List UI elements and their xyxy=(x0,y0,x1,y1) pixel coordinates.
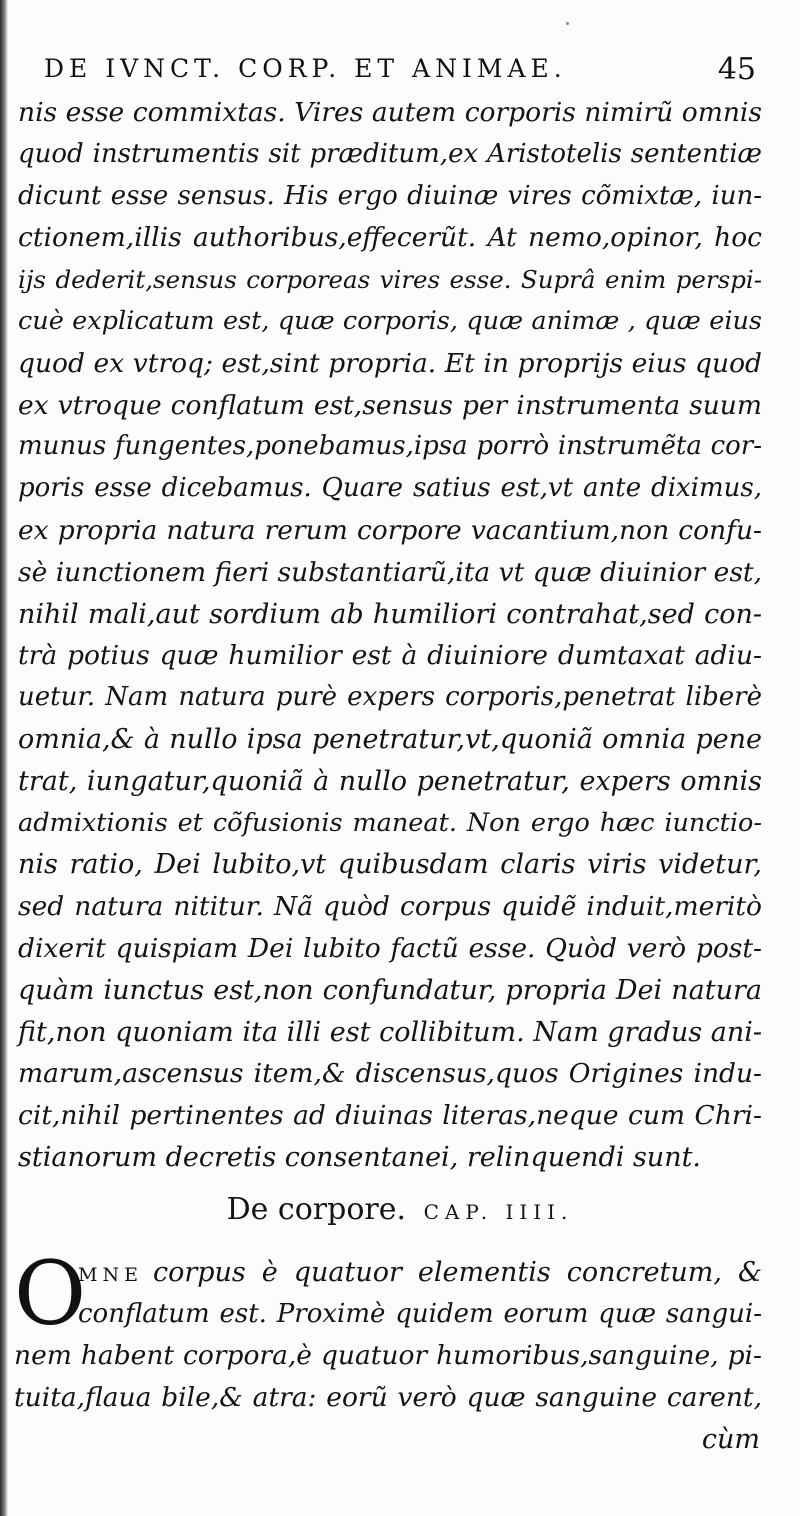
text-line: omnia,& à nullo ipsa penetratur,vt,quoniã omnia pene xyxy=(18,723,762,755)
text-line: ctionem,illis authoribus,effecerũt. At nemo,opinor, hoc xyxy=(18,222,762,254)
chapter-line: conflatum est. Proximè quidem eorum quæ sangui- xyxy=(78,1298,762,1329)
text-line: cit,nihil pertinentes ad diuinas literas,neque cum Chri- xyxy=(18,1100,762,1132)
body-text xyxy=(18,92,762,1179)
page-number: 45 xyxy=(717,52,756,87)
text-line: nis esse commixtas. Vires autem corporis nimirũ omnis xyxy=(18,97,762,128)
text-line: quàm iunctus est,non confundatur, propria Dei natura xyxy=(18,974,762,1006)
text-line: uetur. Nam natura purè expers corporis,penetrat liberè xyxy=(18,682,762,713)
ink-speck xyxy=(566,22,569,25)
chapter-text xyxy=(14,1242,762,1418)
text-line: ex propria natura rerum corpore vacantium,non confu- xyxy=(18,514,762,546)
chapter-line-text: corpus è quatuor elementis concretum, & xyxy=(152,1257,762,1288)
text-line: marum,ascensus item,& discensus,quos Origines indu- xyxy=(18,1058,762,1090)
running-title: DE IVNCT. CORP. ET ANIMAE. xyxy=(44,54,567,83)
chapter-line: nem habent corpora,è quatuor humoribus,sanguine, pi- xyxy=(14,1340,762,1371)
text-line: ijs dederit,sensus corporeas vires esse. Suprâ enim perspi- xyxy=(18,265,762,295)
drop-cap: O xyxy=(14,1242,87,1345)
chapter-cap-label: CAP. IIII. xyxy=(423,1200,574,1224)
text-line: poris esse dicebamus. Quare satius est,vt ante diximus, xyxy=(18,473,762,504)
text-line: quod ex vtroq; est,sint propria. Et in proprijs eius quod xyxy=(18,347,762,379)
text-line: ex vtroque conflatum est,sensus per instrumenta suum xyxy=(18,389,762,421)
small-caps-lead: MNE xyxy=(78,1264,143,1286)
text-line: trat, iungatur,quoniã à nullo penetratur, expers omnis xyxy=(18,765,762,797)
chapter-heading xyxy=(0,1192,800,1227)
text-line-last: stianorum decretis consentanei, relinquendi sunt. xyxy=(18,1141,702,1173)
text-line: cuè explicatum est, quæ corporis, quæ animæ , quæ eius xyxy=(18,305,762,336)
text-line: nis ratio, Dei lubito,vt quibusdam claris viris videtur, xyxy=(18,849,762,881)
chapter-title: De corpore. xyxy=(226,1192,407,1227)
text-line: dixerit quispiam Dei lubito factũ esse. Quòd verò post- xyxy=(18,932,762,964)
text-line: nihil mali,aut sordium ab humiliori contrahat,sed con- xyxy=(18,598,762,630)
chapter-line xyxy=(14,1252,762,1294)
text-line: admixtionis et cõfusionis maneat. Non ergo hæc iunctio- xyxy=(18,807,762,838)
text-line: munus fungentes,ponebamus,ipsa porrò instrumẽta cor- xyxy=(18,431,762,462)
chapter-line: tuita,flaua bile,& atra: eorũ verò quæ sanguine carent, xyxy=(14,1381,762,1413)
catchword: cùm xyxy=(701,1424,760,1455)
binding-shadow xyxy=(0,0,8,1516)
running-head xyxy=(40,52,760,92)
text-line: fit,non quoniam ita illi est collibitum. Nam gradus ani- xyxy=(18,1016,762,1048)
text-line: dicunt esse sensus. His ergo diuinæ vires cõmixtæ, iun- xyxy=(18,180,762,211)
text-line: trà potius quæ humilior est à diuiniore dumtaxat adiu- xyxy=(18,640,762,672)
text-line: quod instrumentis sit præditum,ex Aristotelis sententiæ xyxy=(18,138,762,169)
text-line: sè iunctionem fieri substantiarũ,ita vt quæ diuinior est, xyxy=(18,556,762,588)
text-line: sed natura nititur. Nã quòd corpus quidẽ induit,meritò xyxy=(18,891,762,923)
